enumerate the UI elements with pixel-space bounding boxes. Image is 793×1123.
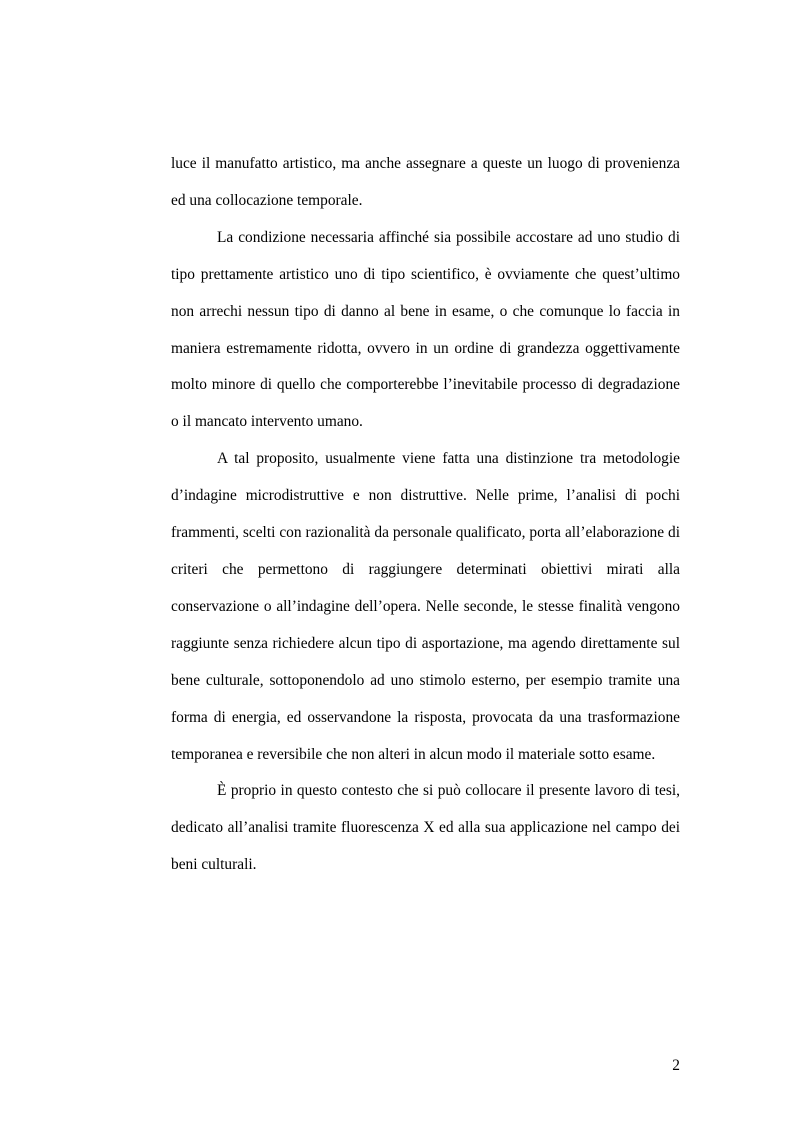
- paragraph-4: È proprio in questo contesto che si può collocare il presente lavoro di tesi, dedicato all’analisi tramite fluorescenza X ed alla sua applicazione nel campo dei beni culturali.: [171, 782, 680, 874]
- paragraph-1: luce il manufatto artistico, ma anche assegnare a queste un luogo di provenienza ed una collocazione temporale.: [171, 155, 680, 209]
- page-number: 2: [672, 1057, 680, 1074]
- paragraph-3: A tal proposito, usualmente viene fatta una distinzione tra metodologie d’indagine microdistruttive e non distruttive. Nelle prime, l’analisi di pochi frammenti, scelti con razionalità da personale qualificato, porta all’elaborazione di criteri che permettono di raggiungere determinati obiettivi mirati alla conservazione o all’indagine dell’opera. Nelle seconde, le stesse finalità vengono raggiunte senza richiedere alcun tipo di asportazione, ma agendo direttamente sul bene culturale, sottoponendolo ad uno stimolo esterno, per esempio tramite una forma di energia, ed osservandone la risposta, provocata da una trasformazione temporanea e reversibile che non alteri in alcun modo il materiale sotto esame.: [171, 450, 680, 763]
- body-text: [171, 146, 680, 884]
- paragraph-2: La condizione necessaria affinché sia possibile accostare ad uno studio di tipo prettamente artistico uno di tipo scientifico, è ovviamente che quest’ultimo non arrechi nessun tipo di danno al bene in esame, o che comunque lo faccia in maniera estremamente ridotta, ovvero in un ordine di grandezza oggettivamente molto minore di quello che comporterebbe l’inevitabile processo di degradazione o il mancato intervento umano.: [171, 228, 680, 431]
